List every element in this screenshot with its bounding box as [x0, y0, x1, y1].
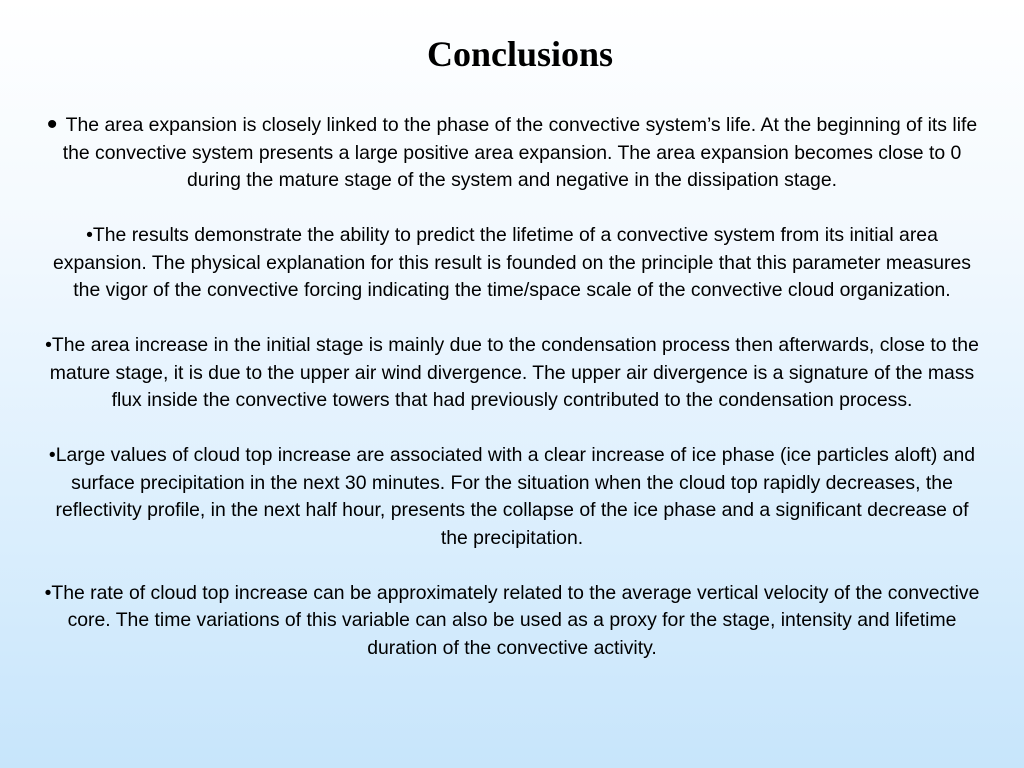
conclusion-text: The area expansion is closely linked to the phase of the convective system’s life. At the beginning of its life the convective system presents a large positive area expansion. The area expansion becomes close to 0 during the mature stage of the system and negative in the dissipation stage.	[62, 114, 978, 191]
conclusions-list	[40, 108, 984, 690]
conclusion-item-3	[40, 332, 984, 415]
conclusion-item-5	[40, 580, 984, 663]
conclusion-item-4	[40, 442, 984, 552]
conclusion-item-2	[40, 222, 984, 305]
conclusion-text: The area increase in the initial stage is mainly due to the condensation process then afterwards, close to the mature stage, it is due to the upper air wind divergence. The upper air divergence is a signature of the mass flux inside the convective towers that had previously contributed to the condensation process.	[49, 334, 979, 411]
bullet-marker: •	[46, 108, 66, 141]
conclusion-text: The results demonstrate the ability to predict the lifetime of a convective system from its initial area expansion. The physical explanation for this result is founded on the principle that this parameter measures the vigor of the convective forcing indicating the time/space scale of the convective cloud organization.	[53, 224, 971, 301]
slide-title: Conclusions	[426, 34, 614, 74]
bullet-marker: •	[86, 224, 93, 246]
conclusion-text: Large values of cloud top increase are associated with a clear increase of ice phase (ice particles aloft) and surface precipitation in the next 30 minutes. For the situation when the cloud top rapidly decreases, the reflectivity profile, in the next half hour, presents the collapse of the ice phase and a significant decrease of the precipitation.	[55, 444, 976, 549]
conclusion-item-1	[40, 108, 984, 195]
bullet-marker: •	[48, 444, 56, 466]
conclusion-text: The rate of cloud top increase can be approximately related to the average vertical velocity of the convective core. The time variations of this variable can also be used as a proxy for the stage, intensity and lifetime duration of the convective activity.	[51, 581, 980, 659]
bullet-marker: •	[44, 581, 52, 604]
bullet-marker: •	[45, 334, 52, 356]
